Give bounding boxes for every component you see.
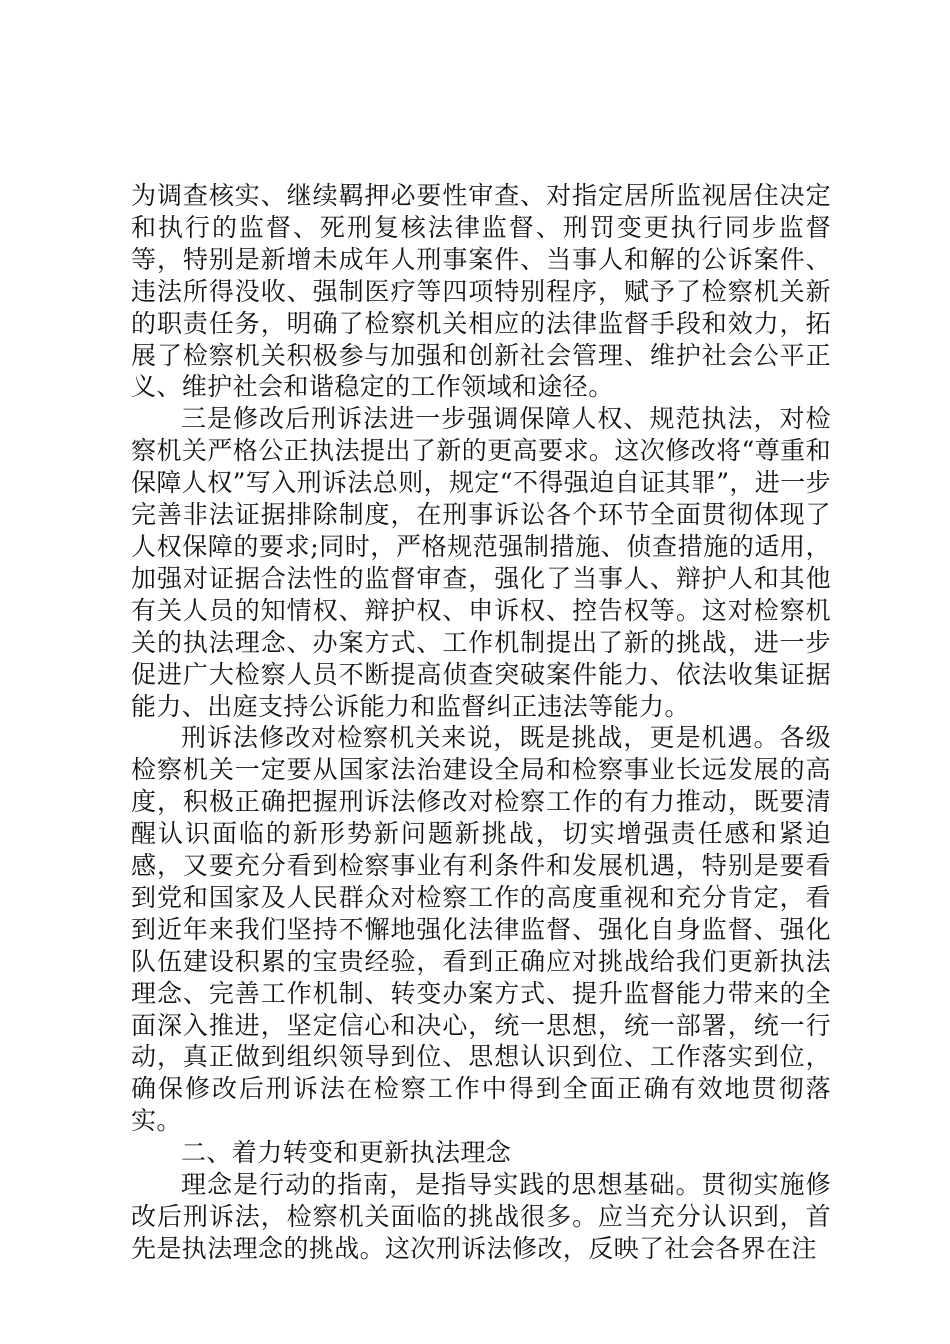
section-heading: 二、着力转变和更新执法理念 [181,1138,512,1168]
paragraph-continuation: 为调查核实、继续羁押必要性审查、对指定居所监视居住决定和执行的监督、死刑复核法律监督、刑罚变更执行同步监督等，特别是新增未成年人刑事案件、当事人和解的公诉案件、违法所得没收、强制医疗等四项特别程序，赋予了检察机关新的职责任务，明确了检察机关相应的法律监督手段和效力，拓展了检察机关积极参与加强和创新社会管理、维护社会公平正义、维护社会和谐稳定的工作领域和途径。 [131,181,831,402]
paragraph-philosophy: 理念是行动的指南，是指导实践的思想基础。贯彻实施修改后刑诉法，检察机关面临的挑战很多。应当充分认识到，首先是执法理念的挑战。这次刑诉法修改，反映了社会各界在注 [131,1170,831,1263]
document-body [131,180,831,1265]
paragraph-challenge-opportunity: 刑诉法修改对检察机关来说，既是挑战，更是机遇。各级检察机关一定要从国家法治建设全局和检察事业长远发展的高度，积极正确把握刑诉法修改对检察工作的有力推动，既要清醒认识面临的新形势新问题新挑战，切实增强责任感和紧迫感，又要充分看到检察事业有利条件和发展机遇，特别是要看到党和国家及人民群众对检察工作的高度重视和充分肯定，看到近年来我们坚持不懈地强化法律监督、强化自身监督、强化队伍建设积累的宝贵经验，看到正确应对挑战给我们更新执法理念、完善工作机制、转变办案方式、提升监督能力带来的全面深入推进，坚定信心和决心，统一思想，统一部署，统一行动，真正做到组织领导到位、思想认识到位、工作落实到位，确保修改后刑诉法在检察工作中得到全面正确有效地贯彻落实。 [131,723,831,1136]
paragraph-point-three: 三是修改后刑诉法进一步强调保障人权、规范执法，对检察机关严格公正执法提出了新的更高要求。这次修改将“尊重和保障人权”写入刑诉法总则，规定“不得强迫自证其罪”，进一步完善非法证据排除制度，在刑事诉讼各个环节全面贯彻体现了人权保障的要求;同时，严格规范强制措施、侦查措施的适用，加强对证据合法性的监督审查，强化了当事人、辩护人和其他有关人员的知情权、辩护权、申诉权、控告权等。这对检察机关的执法理念、办案方式、工作机制提出了新的挑战，进一步促进广大检察人员不断提高侦查突破案件能力、依法收集证据能力、出庭支持公诉能力和监督纠正违法等能力。 [131,404,831,721]
